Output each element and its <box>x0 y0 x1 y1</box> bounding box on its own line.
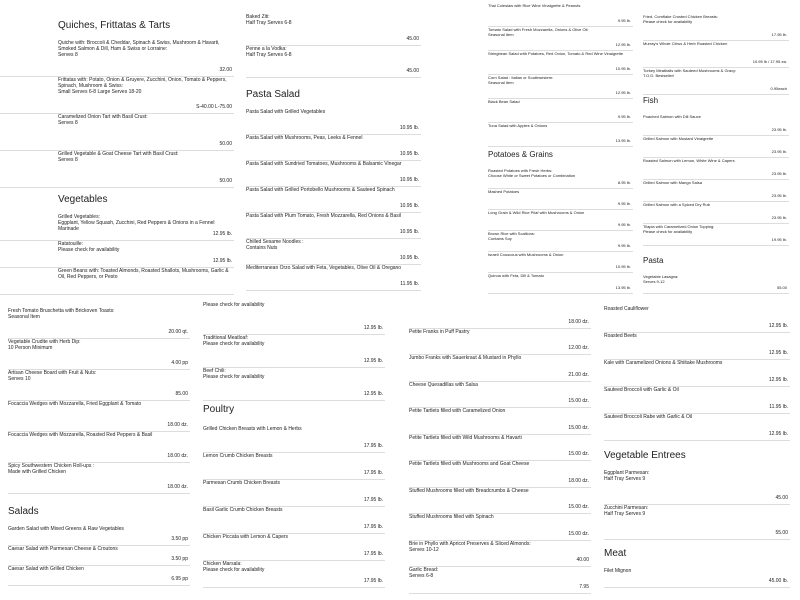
menu-item-price: 23.95 lb. <box>771 149 787 154</box>
menu-item-name: Grilled Salmon with Mango Salsa <box>643 180 702 185</box>
menu-item <box>203 480 385 507</box>
menu-item <box>488 27 633 51</box>
menu-item <box>0 241 234 268</box>
menu-item-name: Beef Chili: Please check for availability <box>203 368 265 380</box>
menu-item <box>604 568 790 588</box>
menu-item-price: 20.00 qt. <box>168 329 188 335</box>
menu-item-price: 12.00 dz. <box>568 345 589 351</box>
menu-item <box>8 463 190 494</box>
menu-item-price: 12.95 lb. <box>212 231 232 237</box>
menu-item-name: Grilled Chicken Breasts with Lemon & Herbs <box>203 426 302 432</box>
menu-item-price: 10.95 lb. <box>399 177 419 183</box>
section-heading-poultry: Poultry <box>203 404 235 415</box>
menu-item <box>488 99 633 123</box>
menu-item-name: Brown Rice with Scallions: Contains Soy <box>488 231 535 241</box>
menu-item <box>409 435 591 462</box>
menu-item-name: Petite Tartlets filled with Mushrooms and Goat Cheese <box>409 461 530 467</box>
menu-item-name: Garden Salad with Mixed Greens & Raw Vegetables <box>8 526 124 532</box>
menu-item-price: 12.95 lb. <box>363 358 383 364</box>
menu-item <box>0 214 234 241</box>
menu-item-name: Pasta Salad with Grilled Portobello Mushrooms & Sauteed Spinach <box>246 187 395 193</box>
menu-item-name: Traditional Meatloaf: Please check for availability <box>203 335 265 347</box>
menu-item <box>8 401 190 432</box>
menu-item-name: Vegetable Lasagna: Serves 9-12 <box>643 274 679 284</box>
menu-item-name: Israeli Couscous with Mushrooms & Onion <box>488 252 564 257</box>
section-heading-pasta-salad: Pasta Salad <box>246 89 300 100</box>
menu-item-name: Tuna Salad with Apples & Onions <box>488 123 548 128</box>
menu-item-name: Lemon Crumb Chicken Breasts <box>203 453 273 459</box>
menu-item <box>488 123 633 147</box>
menu-item <box>246 46 421 78</box>
menu-item-price: 50.00 <box>219 141 232 147</box>
section-heading-vegetables: Vegetables <box>58 194 108 205</box>
menu-item-price: 9.95 lb. <box>617 114 631 119</box>
menu-item <box>246 135 421 161</box>
menu-item-name: Petite Tartlets filled with Wild Mushrooms & Havarti <box>409 434 522 441</box>
menu-item-price: 3.50 pp <box>171 556 188 562</box>
menu-item-price: 9.95 lb. <box>617 222 631 227</box>
menu-item <box>604 470 790 505</box>
hors-doeuvres-pane <box>405 302 591 600</box>
menu-item-price: 10.95 lb. <box>399 151 419 157</box>
menu-item <box>409 461 591 488</box>
menu-item-price: 18.00 dz. <box>167 422 188 428</box>
menu-item <box>203 453 385 480</box>
menu-item <box>488 231 633 252</box>
menu-item-name: Basil Garlic Crumb Chicken Breasts <box>203 507 283 513</box>
menu-item <box>409 408 591 435</box>
menu-item-name: Chicken Piccata with Lemon & Capers <box>203 534 289 540</box>
menu-item-price: 55.00 <box>776 285 787 290</box>
menu-item-price: 55.00 <box>775 530 788 536</box>
menu-item-price: 11.95 lb. <box>400 281 419 287</box>
menu-item-price: 17.95 lb. <box>363 470 383 476</box>
menu-item-price: 10.95 lb. <box>399 203 419 209</box>
menu-item <box>409 514 591 541</box>
menu-item-price: 45.00 lb. <box>768 578 788 584</box>
menu-item-name: Poached Salmon with Dill Sauce <box>643 114 701 119</box>
menu-item-name: Roasted Beets <box>604 333 637 339</box>
menu-item <box>488 210 633 231</box>
menu-item <box>246 109 421 135</box>
menu-item <box>488 75 633 99</box>
menu-item-name: Quiche with: Broccoli & Cheddar, Spinach & Swiss, Mushroom & Havarti, Smoked Salmon & Dill, Ham & Swiss or Lorraine: Serves 8 <box>58 40 220 58</box>
menu-item-price: 10.95 lb. <box>615 264 631 269</box>
menu-item-price: 17.95 lb. <box>363 551 383 557</box>
menu-item <box>203 534 385 561</box>
menu-item <box>409 488 591 515</box>
menu-item-name: Stringbean Salad with Potatoes, Red Onion, Tomato & Red Wine Vinaigrette <box>488 51 624 56</box>
menu-item <box>488 168 633 189</box>
menu-item-price: 19.95 lb. <box>771 237 787 242</box>
menu-item-name: Quinoa with Feta, Dill & Tomato <box>488 273 544 278</box>
menu-item-price: 0.95each <box>770 86 787 91</box>
menu-item <box>0 268 234 295</box>
menu-item <box>643 114 789 136</box>
menu-item-price: S-40.00 L-75.00 <box>196 104 232 110</box>
menu-item-price: 12.95 lb. <box>615 90 631 95</box>
menu-item <box>203 335 385 368</box>
menu-item-price: 4.00 pp <box>171 360 188 366</box>
menu-item-price: 8.95 lb. <box>617 180 631 185</box>
menu-item-name: Pasta Salad with Sundried Tomatoes, Mushrooms & Balsamic Vinegar <box>246 161 402 167</box>
menu-item-name: Eggplant Parmesan: Half Tray Serves 9 <box>604 470 650 482</box>
menu-item-name: Stuffed Mushrooms filled with Spinach <box>409 514 494 520</box>
section-heading-potatoes-grains: Potatoes & Grains <box>488 150 553 159</box>
menu-item-name: Caramelized Onion Tart with Basil Crust: Serves 8 <box>58 114 148 126</box>
menu-item <box>604 414 790 441</box>
menu-item <box>643 14 789 41</box>
section-heading-salads: Salads <box>8 506 39 517</box>
menu-item-price: 13.95 lb. <box>615 138 631 143</box>
menu-item-price: 9.95 lb. <box>617 18 631 23</box>
menu-item-name: Fresh Tomato Bruschetta with Brickoven Toasts: Seasonal Item <box>8 308 115 320</box>
menu-item-price: 12.95 lb. <box>212 258 232 264</box>
menu-item-price: 15.00 dz. <box>568 424 589 431</box>
menu-item <box>8 339 190 370</box>
menu-item <box>8 526 190 546</box>
menu-item-price: 11.95 lb. <box>769 404 788 410</box>
menu-item-name: Chicken Marsala: Please check for availability <box>203 561 265 573</box>
menu-item <box>0 40 234 77</box>
menu-item-name: Please check for availability <box>203 302 265 308</box>
menu-item-price: 9.95 lb. <box>617 243 631 248</box>
menu-item <box>203 507 385 534</box>
menu-item <box>8 370 190 401</box>
menu-item <box>8 546 190 566</box>
menu-item-price: 21.00 dz. <box>568 371 589 378</box>
menu-item-name: Grilled Salmon with a Spiced Dry Rub <box>643 202 710 207</box>
menu-item-name: Roasted Cauliflower <box>604 306 649 312</box>
menu-item <box>8 308 190 339</box>
menu-item-name: Caesar Salad with Parmesan Cheese & Croutons <box>8 546 118 552</box>
salads-potatoes-pane <box>486 0 634 298</box>
menu-item-name: Fried, Cornflake Crusted Chicken Breasts: Please check for availability <box>643 14 718 24</box>
menu-item-price: 45.00 <box>406 36 419 42</box>
menu-item-name: Corn Salad : Italian or Southwestern: Seasonal Item <box>488 75 554 85</box>
menu-item-price: 17.95 lb. <box>771 32 787 37</box>
menu-item <box>0 77 234 114</box>
menu-item-price: 18.00 dz. <box>167 453 188 459</box>
menu-item <box>604 360 790 387</box>
menu-item-name: Pasta Salad with Mushrooms, Peas, Leeks & Fennel <box>246 135 363 141</box>
menu-item <box>203 368 385 401</box>
menu-item-price: 12.95 lb. <box>363 391 383 397</box>
menu-item-price: 18.00 dz. <box>568 477 589 484</box>
menu-item-price: 12.95 lb. <box>768 350 788 356</box>
menu-item <box>643 180 789 202</box>
menu-item <box>604 505 790 540</box>
menu-item <box>246 187 421 213</box>
menu-item-price: 17.95 lb. <box>363 524 383 530</box>
menu-item-price: 45.00 <box>775 495 788 501</box>
menu-item <box>643 158 789 180</box>
menu-item <box>488 51 633 75</box>
menu-item-name: Garlic Bread: Serves 6-8 <box>409 567 439 579</box>
menu-item <box>643 274 789 294</box>
menu-item-name: Frittatas with: Potato, Onion & Gruyere, Zucchini, Onion, Tomato & Peppers, Spinach, Mushroom & Swiss: Small Serves 6-8 Large Serves 18-20 <box>58 77 227 95</box>
menu-item <box>604 333 790 360</box>
menu-item-name: Mashed Potatoes <box>488 189 520 194</box>
menu-item-name: Filet Mignon <box>604 568 632 574</box>
menu-item-price: 32.00 <box>219 67 232 73</box>
menu-item-name: Murray's Whole Citrus & Herb Roasted Chicken <box>643 41 728 46</box>
menu-item <box>203 561 385 588</box>
menu-item-name: Stuffed Mushrooms filled with Breadcrumbs & Cheese <box>409 487 529 494</box>
menu-item <box>409 382 591 409</box>
pasta-salad-pane <box>243 0 423 298</box>
chicken-fish-pane <box>641 0 790 298</box>
menu-item-name: Vegetable Crudite with Herb Dip: 10 Person Minimum <box>8 339 81 351</box>
menu-item-name: Kale with Caramelized Onions & Shiitake Mushrooms <box>604 360 723 366</box>
menu-item <box>246 239 421 265</box>
menu-item-name: Tilapia with Caramelized Onion Topping: Please check for availability <box>643 224 715 234</box>
menu-item-name: Petite Tartlets filled with Caramelized Onion <box>409 408 506 414</box>
menu-item-name: Penne a la Vodka: Half Tray Serves 6-8 <box>246 46 292 58</box>
menu-item-name: Roasted Salmon with Lemon, White Wine & Capers <box>643 158 735 163</box>
menu-item-name: Turkey Meatballs with Sauteed Mushrooms & Gravy: T.O.D. Bestseller! <box>643 68 737 78</box>
section-heading-vegetable-entrees: Vegetable Entrees <box>604 450 686 461</box>
section-heading-fish: Fish <box>643 96 659 105</box>
section-heading-pasta: Pasta <box>643 256 664 265</box>
menu-item <box>643 202 789 224</box>
menu-item-name: Chilled Sesame Noodles : Contains Nuts <box>246 239 304 251</box>
menu-item-price: 12.95 lb. <box>768 431 788 437</box>
menu-item <box>643 224 789 246</box>
menu-item-price: 6.95 pp <box>171 576 188 582</box>
menu-item-name: Petite Franks in Puff Pastry <box>409 328 470 335</box>
menu-item <box>246 14 421 46</box>
menu-item-price: 23.95 lb. <box>771 171 787 176</box>
menu-item-price: 7.95 <box>579 583 589 590</box>
menu-item-price: 17.95 lb. <box>363 578 383 584</box>
menu-item <box>643 136 789 158</box>
menu-item <box>246 265 421 291</box>
menu-item-name: Sauteed Broccoli with Garlic & Oil <box>604 387 679 393</box>
menu-item-price: 18.00 dz. <box>167 484 188 490</box>
vegetables-entrees-meat-pane <box>600 302 790 600</box>
menu-item-name: Focaccia Wedges with Mozzarella, Roasted Red Peppers & Basil <box>8 432 153 438</box>
menu-item-price: 12.95 lb. <box>615 42 631 47</box>
menu-item <box>246 161 421 187</box>
menu-item-name: Grilled Salmon with Mustard Vinaigrette <box>643 136 714 141</box>
menu-item <box>246 213 421 239</box>
menu-item-price: 10.95 lb. <box>615 66 631 71</box>
menu-item-price: 45.00 <box>406 68 419 74</box>
menu-item-price: 12.95 lb. <box>363 325 383 331</box>
menu-item-name: Thai Coleslaw with Rice Wine Vinaigrette & Peanuts <box>488 3 581 8</box>
menu-item-price: 15.00 dz. <box>568 504 589 510</box>
menu-item-name: Baked Ziti: Half Tray Serves 6-8 <box>246 14 292 26</box>
quiches-vegetables-pane <box>0 0 234 298</box>
menu-item-name: Jumbo Franks with Sauerkraut & Mustard in Phyllo <box>409 355 522 361</box>
menu-item-name: Grilled Vegetables: Eggplant, Yellow Squash, Zucchini, Red Peppers & Onions in a Fennel Marinade <box>58 214 215 232</box>
menu-item-name: Long Grain & Wild Rice Pilaf with Mushrooms & Onion <box>488 210 585 215</box>
menu-item-price: 17.95 lb. <box>363 497 383 503</box>
menu-item <box>488 252 633 273</box>
menu-item <box>0 151 234 188</box>
menu-item <box>409 567 591 594</box>
menu-item-name: Cheese Quesadillas with Salsa <box>409 381 478 388</box>
menu-item-price: 12.95 lb. <box>768 377 788 383</box>
menu-item-name: Mediterranean Orzo Salad with Feta, Vegetables, Olive Oil & Oregano <box>246 265 402 271</box>
meat-poultry-pane <box>200 302 386 600</box>
menu-item <box>0 114 234 151</box>
menu-item-price: 50.00 <box>219 178 232 184</box>
menu-item-price: 23.95 lb. <box>771 127 787 132</box>
menu-item-name: Pasta Salad with Plum Tomato, Fresh Mozzarella, Red Onions & Basil <box>246 213 401 219</box>
menu-item <box>488 273 633 294</box>
menu-item-price: 10.95 lb / 17.95 ea. <box>752 59 787 64</box>
menu-item-price: 13.95 lb. <box>615 285 631 290</box>
section-heading-quiches: Quiches, Frittatas & Tarts <box>58 20 171 31</box>
menu-item-price: 23.95 lb. <box>771 215 787 220</box>
menu-item-name: Spicy Southwestern Chicken Roll-ups : Made with Grilled Chicken <box>8 463 95 475</box>
menu-item <box>643 41 789 68</box>
menu-item-name: Roasted Potatoes with Fresh Herbs: Choose White or Sweet Potatoes or Combination <box>488 168 576 178</box>
menu-item-price: 15.00 dz. <box>568 451 589 457</box>
menu-item-name: Focaccia Wedges with Mozzarella, Fried Eggplant & Tomato <box>8 401 142 407</box>
menu-item <box>643 68 789 95</box>
menu-item <box>488 189 633 210</box>
menu-item-name: Tomato Salad with Fresh Mozzarella, Onions & Olive Oil: Seasonal Item <box>488 27 589 37</box>
menu-item-price: 40.00 <box>576 557 589 563</box>
menu-item <box>409 329 591 356</box>
appetizers-salads-pane <box>0 302 192 600</box>
menu-item-name: Grilled Vegetable & Goat Cheese Tart with Basil Crust: Serves 8 <box>58 151 179 163</box>
menu-item-price: 17.95 lb. <box>363 443 383 449</box>
menu-item-price: 10.95 lb. <box>399 229 419 235</box>
menu-item-name: Zucchini Parmesan: Half Tray Serves 9 <box>604 505 649 517</box>
menu-item <box>604 306 790 333</box>
section-heading-meat: Meat <box>604 548 627 559</box>
menu-item-price: 23.95 lb. <box>771 193 787 198</box>
menu-item-price: 12.95 lb. <box>768 323 788 329</box>
menu-item-name: Ratatouille: Please check for availability <box>58 241 120 253</box>
menu-item-name: Pasta Salad with Grilled Vegetables <box>246 109 326 115</box>
menu-item-price: 15.00 dz. <box>568 530 589 537</box>
menu-item <box>409 302 591 329</box>
menu-item <box>203 426 385 453</box>
menu-item-name: Brie in Phyllo with Apricot Preserves & Sliced Almonds: Serves 10-12 <box>409 540 531 553</box>
menu-item-name: Green Beans with: Toasted Almonds, Roasted Shallots, Mushrooms, Garlic & Oil, Red Peppers, or Pesto <box>58 268 229 280</box>
menu-item <box>8 432 190 463</box>
menu-item <box>8 566 190 586</box>
menu-item-name: Caesar Salad with Grilled Chicken <box>8 566 84 572</box>
menu-item-price: 10.95 lb. <box>399 125 419 131</box>
menu-item <box>488 3 633 27</box>
menu-item-name: Black Bean Salad <box>488 99 520 104</box>
menu-item <box>409 355 591 382</box>
menu-item-price: 10.95 lb. <box>399 255 419 261</box>
menu-item-price: 9.95 lb. <box>617 201 631 206</box>
menu-item-price: 3.50 pp <box>171 536 188 542</box>
menu-item <box>203 302 385 335</box>
menu-item-name: Sauteed Broccoli Rabe with Garlic & Oil <box>604 414 693 420</box>
menu-item-price: 18.00 dz. <box>568 318 589 325</box>
menu-item <box>409 541 591 568</box>
menu-item <box>604 387 790 414</box>
menu-item-name: Artisan Cheese Board with Fruit & Nuts: Serves 10 <box>8 370 97 382</box>
menu-item-name: Parmesan Crumb Chicken Breasts <box>203 480 280 486</box>
menu-item-price: 15.00 dz. <box>568 398 589 404</box>
menu-item-price: 85.00 <box>175 391 188 397</box>
